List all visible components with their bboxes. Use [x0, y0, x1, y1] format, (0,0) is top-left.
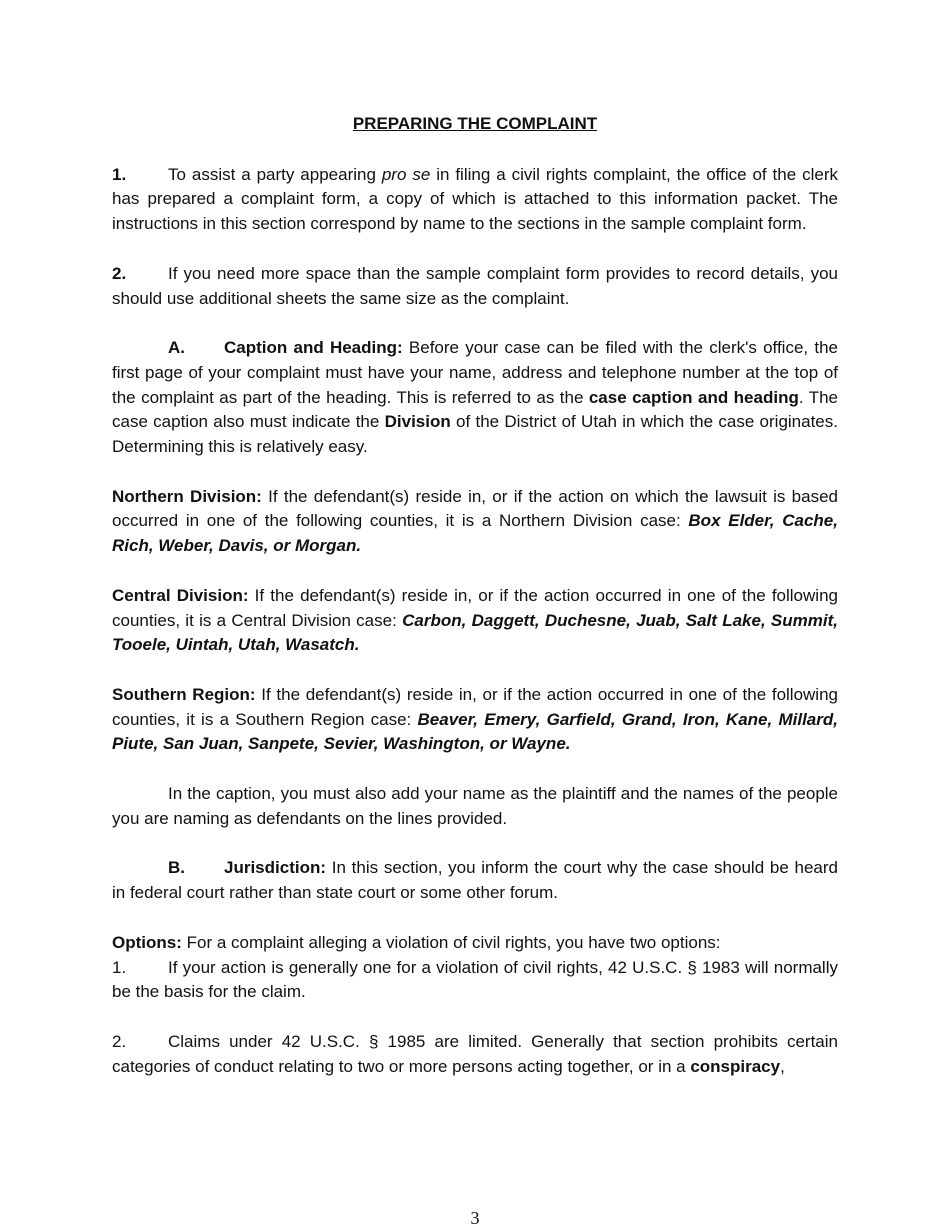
option-2-text-c: , [780, 1056, 785, 1076]
section-a [112, 336, 838, 460]
caption-note: In the caption, you must also add your name as the plaintiff and the names of the people you are naming as defendants on the lines provided. [112, 784, 838, 828]
paragraph-1 [112, 163, 838, 237]
page-number: 3 [470, 1208, 480, 1228]
northern-division-text: If the defendant(s) reside in, or if the action on which the lawsuit is based occurred in one of the following counties, it is a Northern Division case: [112, 486, 838, 531]
section-b-heading: Jurisdiction: [224, 858, 327, 878]
paragraph-2 [112, 262, 838, 311]
paragraph-1-text-a: To assist a party appearing [168, 164, 382, 184]
paragraph-2-text: If you need more space than the sample complaint form provides to record details, you should use additional sheets the same size as the complaint. [112, 263, 838, 308]
option-1-text: If your action is generally one for a violation of civil rights, 42 U.S.C. § 1983 will normally be the basis for the claim. [112, 957, 838, 1002]
case-caption-bold: case caption and heading [588, 387, 799, 407]
paragraph-2-number: 2. [112, 263, 127, 283]
section-b [112, 856, 838, 905]
southern-region [112, 683, 838, 757]
option-2-number: 2. [112, 1031, 127, 1051]
central-division-label: Central Division: [112, 585, 249, 605]
section-a-text-c: . The case caption also must indicate the [112, 387, 838, 432]
option-2-text-a: Claims under 42 U.S.C. § 1985 are limited. Generally that section prohibits certain categories of conduct relating to two or more persons acting together, or in a [112, 1031, 838, 1076]
options-text: For a complaint alleging a violation of civil rights, you have two options: [181, 932, 721, 952]
section-a-text-e: of the District of Utah in which the case originates. Determining this is relatively easy. [112, 412, 838, 457]
division-bold: Division [384, 412, 451, 432]
options-paragraph [112, 931, 838, 956]
conspiracy-bold: conspiracy [690, 1056, 781, 1076]
central-division [112, 584, 838, 658]
paragraph-1-text-c: in filing a civil rights complaint, the office of the clerk has prepared a complaint form, a copy of which is attached to this information packet. The instructions in this section correspond by name to the sections in the sample complaint form. [112, 164, 838, 234]
southern-region-counties: Beaver, Emery, Garfield, Grand, Iron, Kane, Millard, Piute, San Juan, Sanpete, Sevier, Washington, or Wayne. [112, 709, 838, 754]
section-a-heading: Caption and Heading: [224, 338, 403, 358]
section-b-letter: B. [168, 858, 185, 878]
section-a-text-a: Before your case can be filed with the clerk's office, the first page of your complaint must have your name, address and telephone number at the top of the complaint as part of the heading. This is referred to as the [112, 338, 838, 407]
option-1 [112, 956, 838, 1005]
option-2 [112, 1030, 838, 1079]
central-division-text: If the defendant(s) reside in, or if the action occurred in one of the following counties, it is a Central Division case: [112, 585, 838, 630]
northern-division-counties: Box Elder, Cache, Rich, Weber, Davis, or Morgan. [112, 511, 838, 556]
southern-region-label: Southern Region: [112, 684, 256, 704]
southern-region-text: If the defendant(s) reside in, or if the action occurred in one of the following counties, it is a Southern Region case: [112, 684, 838, 729]
section-b-text: In this section, you inform the court why the case should be heard in federal court rather than state court or some other forum. [112, 858, 838, 903]
option-1-number: 1. [112, 957, 127, 977]
section-a-letter: A. [168, 338, 185, 358]
northern-division-label: Northern Division: [112, 486, 262, 506]
pro-se-italic: pro se [381, 164, 431, 184]
options-label: Options: [112, 932, 182, 952]
page-content [112, 112, 838, 1079]
paragraph-1-number: 1. [112, 164, 127, 184]
northern-division [112, 485, 838, 559]
page-title: PREPARING THE COMPLAINT [352, 114, 598, 133]
central-division-counties: Carbon, Daggett, Duchesne, Juab, Salt Lake, Summit, Tooele, Uintah, Utah, Wasatch. [112, 610, 838, 655]
